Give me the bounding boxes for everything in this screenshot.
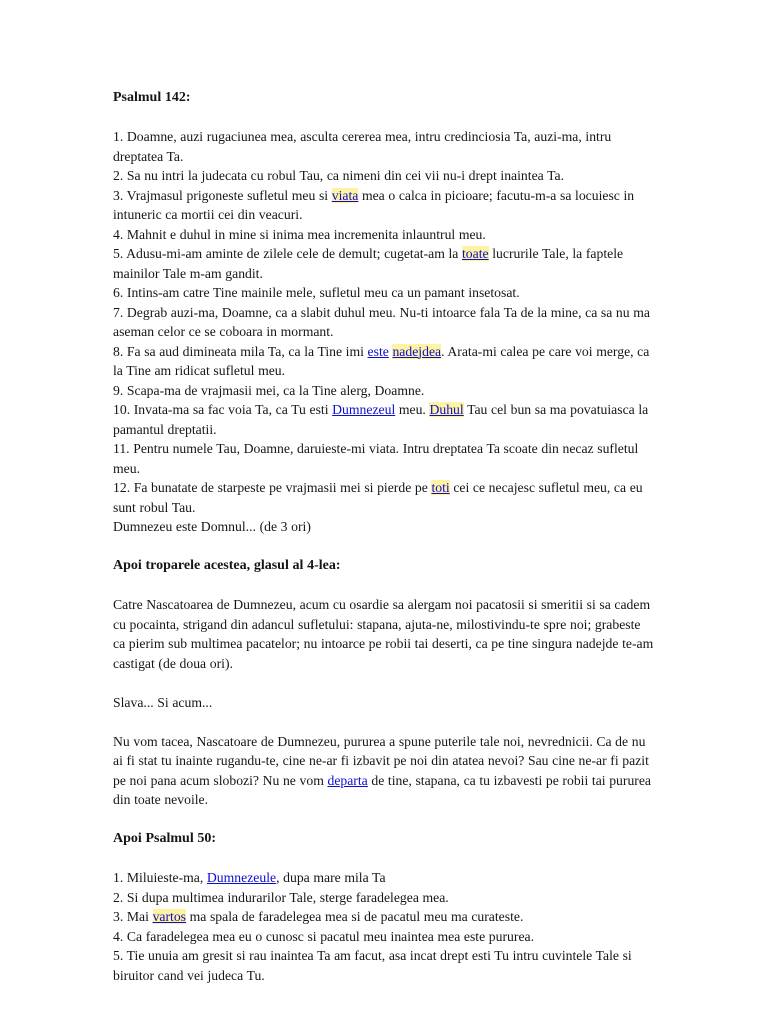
section-heading (113, 88, 656, 108)
text-run: mea o calca in picioare; facutu-m-a sa locuiesc in intuneric ca mortii cei din veacuri. (113, 187, 638, 222)
hyperlink[interactable]: nadejdea (392, 343, 442, 359)
paragraph (113, 225, 656, 245)
paragraph (113, 888, 656, 908)
text-run: Slava... Si acum... (113, 694, 213, 710)
paragraph (113, 693, 656, 713)
paragraph (113, 186, 656, 225)
text-run: 11. Pentru numele Tau, Doamne, daruieste-mi viata. Intru dreptatea Ta scoate din necaz sufletul meu. (113, 441, 642, 476)
paragraph (113, 244, 656, 283)
text-run: cei ce necajesc sufletul meu, ca eu sunt robul Tau. (113, 480, 647, 515)
paragraph-group (113, 127, 656, 537)
hyperlink[interactable]: Dumnezeule (206, 870, 277, 885)
hyperlink[interactable]: viata (331, 187, 359, 203)
paragraph (113, 400, 656, 439)
text-run: 4. Ca faradelegea mea eu o cunosc si pacatul meu inaintea mea este pururea. (113, 928, 535, 944)
paragraph (113, 303, 656, 342)
paragraph (113, 732, 656, 810)
text-run: , dupa mare mila Ta (276, 870, 386, 885)
paragraph (113, 907, 656, 927)
heading-text (113, 556, 656, 576)
section-heading (113, 829, 656, 849)
text-run: 2. Si dupa multimea indurarilor Tale, sterge faradelegea mea. (113, 889, 449, 905)
hyperlink[interactable]: vartos (152, 909, 187, 924)
paragraph (113, 166, 656, 186)
paragraph-group (113, 595, 656, 673)
document-content (113, 88, 656, 985)
text-run: 3. Mai (113, 909, 153, 924)
text-run: 3. Vrajmasul prigoneste sufletul meu si (113, 187, 332, 203)
text-run: 9. Scapa-ma de vrajmasii mei, ca la Tine alerg, Doamne. (113, 382, 425, 398)
text-run: Nu vom tacea, Nascatoare de Dumnezeu, pururea a spune puterile tale noi, nevrednicii. Ca de nu ai fi stat tu inainte rugandu-te, cine ne-ar fi izbavit pe noi din atatea nevoi? Sau cine ne-ar fi pazit pe noi pana acum slobozi? Nu ne vom (113, 733, 653, 788)
hyperlink[interactable]: departa (327, 772, 368, 788)
paragraph (113, 342, 656, 381)
text-run: meu. (395, 402, 430, 417)
paragraph (113, 927, 656, 947)
text-run: 5. Adusu-mi-am aminte de zilele cele de demult; cugetat-am la (113, 246, 462, 261)
text-run: Tau cel bun sa ma povatuiasca la pamantul dreptatii. (113, 402, 652, 437)
text-run: 12. Fa bunatate de starpeste pe vrajmasii mei si pierde pe (113, 480, 432, 495)
text-run: de tine, stapana, ca tu izbavesti pe robii tai pururea din toate nevoile. (113, 772, 655, 807)
heading-text (113, 88, 656, 108)
paragraph-group (113, 868, 656, 985)
text-run: Apoi troparele acestea, glasul al 4-lea: (113, 558, 341, 573)
hyperlink[interactable]: Dumnezeul (332, 402, 396, 417)
paragraph (113, 478, 656, 517)
paragraph-group (113, 693, 656, 713)
text-run: Psalmul 142: (113, 90, 191, 105)
paragraph (113, 381, 656, 401)
text-run: Catre Nascatoarea de Dumnezeu, acum cu osardie sa alergam noi pacatosii si smeritii si sa cadem cu pocainta, strigand din adancul sufletului: stapana, ajuta-ne, milostivindu-te spre noi; grabeste ca pierim sub multimea pacatelor; nu intoarce pe robii tai deserti, ca pe tine singura nadejde te-am castigat (de doua ori). (113, 597, 657, 671)
paragraph (113, 868, 656, 888)
paragraph (113, 595, 656, 673)
text-run: 1. Miluieste-ma, (113, 870, 207, 885)
paragraph (113, 283, 656, 303)
paragraph-group (113, 732, 656, 810)
text-run: 2. Sa nu intri la judecata cu robul Tau, ca nimeni din cei vii nu-i drept inaintea Ta. (113, 168, 565, 183)
heading-text (113, 829, 656, 849)
paragraph (113, 517, 656, 537)
text-run: . Arata-mi calea pe care voi merge, ca la Tine am ridicat sufletul meu. (113, 343, 653, 378)
text-run: Dumnezeu este Domnul... (de 3 ori) (113, 519, 311, 534)
paragraph (113, 127, 656, 166)
paragraph (113, 439, 656, 478)
paragraph (113, 946, 656, 985)
text-run: ma spala de faradelegea mea si de pacatul meu ma curateste. (186, 909, 524, 924)
text-run: 10. Invata-ma sa fac voia Ta, ca Tu esti (113, 402, 333, 417)
hyperlink[interactable]: este (367, 343, 389, 359)
hyperlink[interactable]: toti (431, 480, 450, 495)
text-run: 5. Tie unuia am gresit si rau inaintea Ta am facut, asa incat drept esti Tu intru cuvintele Tale si biruitor cand vei judeca Tu. (113, 948, 636, 983)
hyperlink[interactable]: Duhul (429, 402, 464, 417)
text-run: 8. Fa sa aud dimineata mila Ta, ca la Tine imi (113, 343, 368, 359)
text-run: 7. Degrab auzi-ma, Doamne, ca a slabit duhul meu. Nu-ti intoarce fala Ta de la mine, ca sa nu ma aseman celor ce se coboara in mormant. (113, 304, 654, 339)
text-run: 6. Intins-am catre Tine mainile mele, sufletul meu ca un pamant insetosat. (113, 285, 520, 300)
text-run: Apoi Psalmul 50: (113, 831, 217, 846)
hyperlink[interactable]: toate (462, 246, 489, 261)
section-heading (113, 556, 656, 576)
text-run: lucrurile Tale, la faptele mainilor Tale m-am gandit. (113, 246, 627, 281)
text-run: 4. Mahnit e duhul in mine si inima mea incremenita inlauntrul meu. (113, 226, 486, 242)
text-run: 1. Doamne, auzi rugaciunea mea, asculta cererea mea, intru credinciosia Ta, auzi-ma, intru dreptatea Ta. (113, 129, 615, 164)
